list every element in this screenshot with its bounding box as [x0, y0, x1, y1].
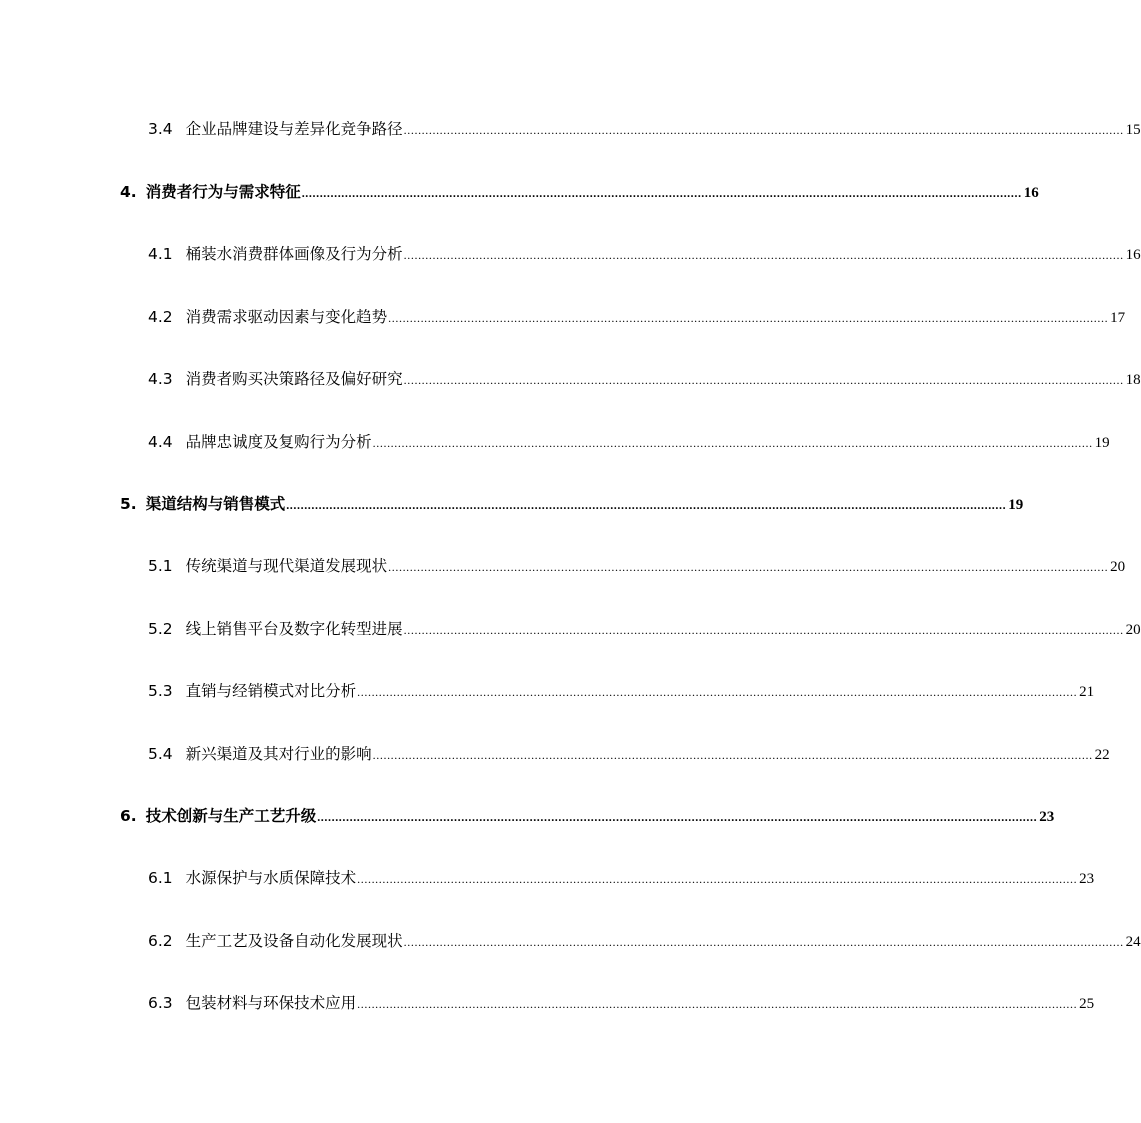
toc-entry-6-1[interactable] [148, 866, 1095, 890]
page-number: 15 [1125, 122, 1141, 138]
entry-title: 技术创新与生产工艺升级 [145, 807, 317, 825]
toc-entry-6-2[interactable] [148, 929, 1141, 953]
page-number: 19 [1094, 435, 1110, 451]
entry-title: 消费需求驱动因素与变化趋势 [185, 308, 388, 326]
toc-entry-4-1[interactable] [148, 242, 1141, 266]
entry-title: 直销与经销模式对比分析 [185, 682, 357, 700]
entry-number: 4.3 [148, 370, 173, 388]
page-number: 21 [1079, 684, 1095, 700]
page-number: 23 [1039, 809, 1055, 825]
dot-leader: ........................................................................................................................................................................................................ [403, 123, 1124, 137]
toc-entry-5[interactable] [120, 492, 1024, 516]
page-number: 16 [1125, 247, 1141, 263]
page-number: 20 [1125, 622, 1141, 638]
page-number: 25 [1079, 996, 1095, 1012]
entry-number: 5.4 [148, 745, 173, 763]
dot-leader: ........................................................................................................................................................................................................ [403, 248, 1124, 262]
entry-title: 水源保护与水质保障技术 [185, 869, 357, 887]
entry-number: 5.3 [148, 682, 173, 700]
entry-title: 品牌忠诚度及复购行为分析 [185, 433, 372, 451]
dot-leader: ........................................................................................................................................................................................................ [388, 311, 1109, 325]
dot-leader: ........................................................................................................................................................................................................ [357, 872, 1078, 886]
toc-entry-4-2[interactable] [148, 305, 1126, 329]
entry-number: 3.4 [148, 120, 173, 138]
toc-entry-4-3[interactable] [148, 367, 1141, 391]
entry-number: 6.2 [148, 932, 173, 950]
entry-title: 渠道结构与销售模式 [145, 495, 286, 513]
dot-leader: ........................................................................................................................................................................................................ [372, 748, 1093, 762]
dot-leader: ........................................................................................................................................................................................................ [388, 560, 1109, 574]
entry-title: 生产工艺及设备自动化发展现状 [185, 932, 403, 950]
toc-entry-5-2[interactable] [148, 617, 1141, 641]
dot-leader: ........................................................................................................................................................................................................ [357, 997, 1078, 1011]
entry-number: 4. [120, 183, 137, 201]
entry-number: 4.4 [148, 433, 173, 451]
toc-entry-5-4[interactable] [148, 742, 1110, 766]
toc-entry-6[interactable] [120, 804, 1055, 828]
dot-leader: ........................................................................................................................................................................................................ [357, 685, 1078, 699]
entry-number: 4.2 [148, 308, 173, 326]
entry-number: 6. [120, 807, 137, 825]
entry-title: 消费者行为与需求特征 [145, 183, 301, 201]
entry-title: 线上销售平台及数字化转型进展 [185, 620, 403, 638]
page-number: 20 [1110, 559, 1126, 575]
page-number: 23 [1079, 871, 1095, 887]
entry-title: 新兴渠道及其对行业的影响 [185, 745, 372, 763]
entry-number: 5.2 [148, 620, 173, 638]
entry-number: 5.1 [148, 557, 173, 575]
page-number: 16 [1023, 185, 1039, 201]
page-number: 17 [1110, 310, 1126, 326]
dot-leader: ........................................................................................................................................................................................................ [286, 498, 1007, 512]
page-number: 18 [1125, 372, 1141, 388]
entry-number: 6.3 [148, 994, 173, 1012]
entry-title: 消费者购买决策路径及偏好研究 [185, 370, 403, 388]
entry-title: 桶装水消费群体画像及行为分析 [185, 245, 403, 263]
dot-leader: ........................................................................................................................................................................................................ [403, 623, 1124, 637]
toc-entry-3-4[interactable] [148, 117, 1141, 141]
toc-entry-5-3[interactable] [148, 679, 1095, 703]
page-number: 22 [1094, 747, 1110, 763]
page-number: 24 [1125, 934, 1141, 950]
entry-number: 5. [120, 495, 137, 513]
dot-leader: ........................................................................................................................................................................................................ [403, 373, 1124, 387]
entry-title: 企业品牌建设与差异化竞争路径 [185, 120, 403, 138]
toc-entry-4-4[interactable] [148, 430, 1110, 454]
dot-leader: ........................................................................................................................................................................................................ [403, 935, 1124, 949]
toc-entry-6-3[interactable] [148, 991, 1095, 1015]
entry-number: 4.1 [148, 245, 173, 263]
entry-title: 包装材料与环保技术应用 [185, 994, 357, 1012]
entry-number: 6.1 [148, 869, 173, 887]
dot-leader: ........................................................................................................................................................................................................ [301, 186, 1022, 200]
page-number: 19 [1008, 497, 1024, 513]
toc-entry-4[interactable] [120, 180, 1039, 204]
toc-entry-5-1[interactable] [148, 554, 1126, 578]
entry-title: 传统渠道与现代渠道发展现状 [185, 557, 388, 575]
dot-leader: ........................................................................................................................................................................................................ [317, 810, 1038, 824]
dot-leader: ........................................................................................................................................................................................................ [372, 436, 1093, 450]
